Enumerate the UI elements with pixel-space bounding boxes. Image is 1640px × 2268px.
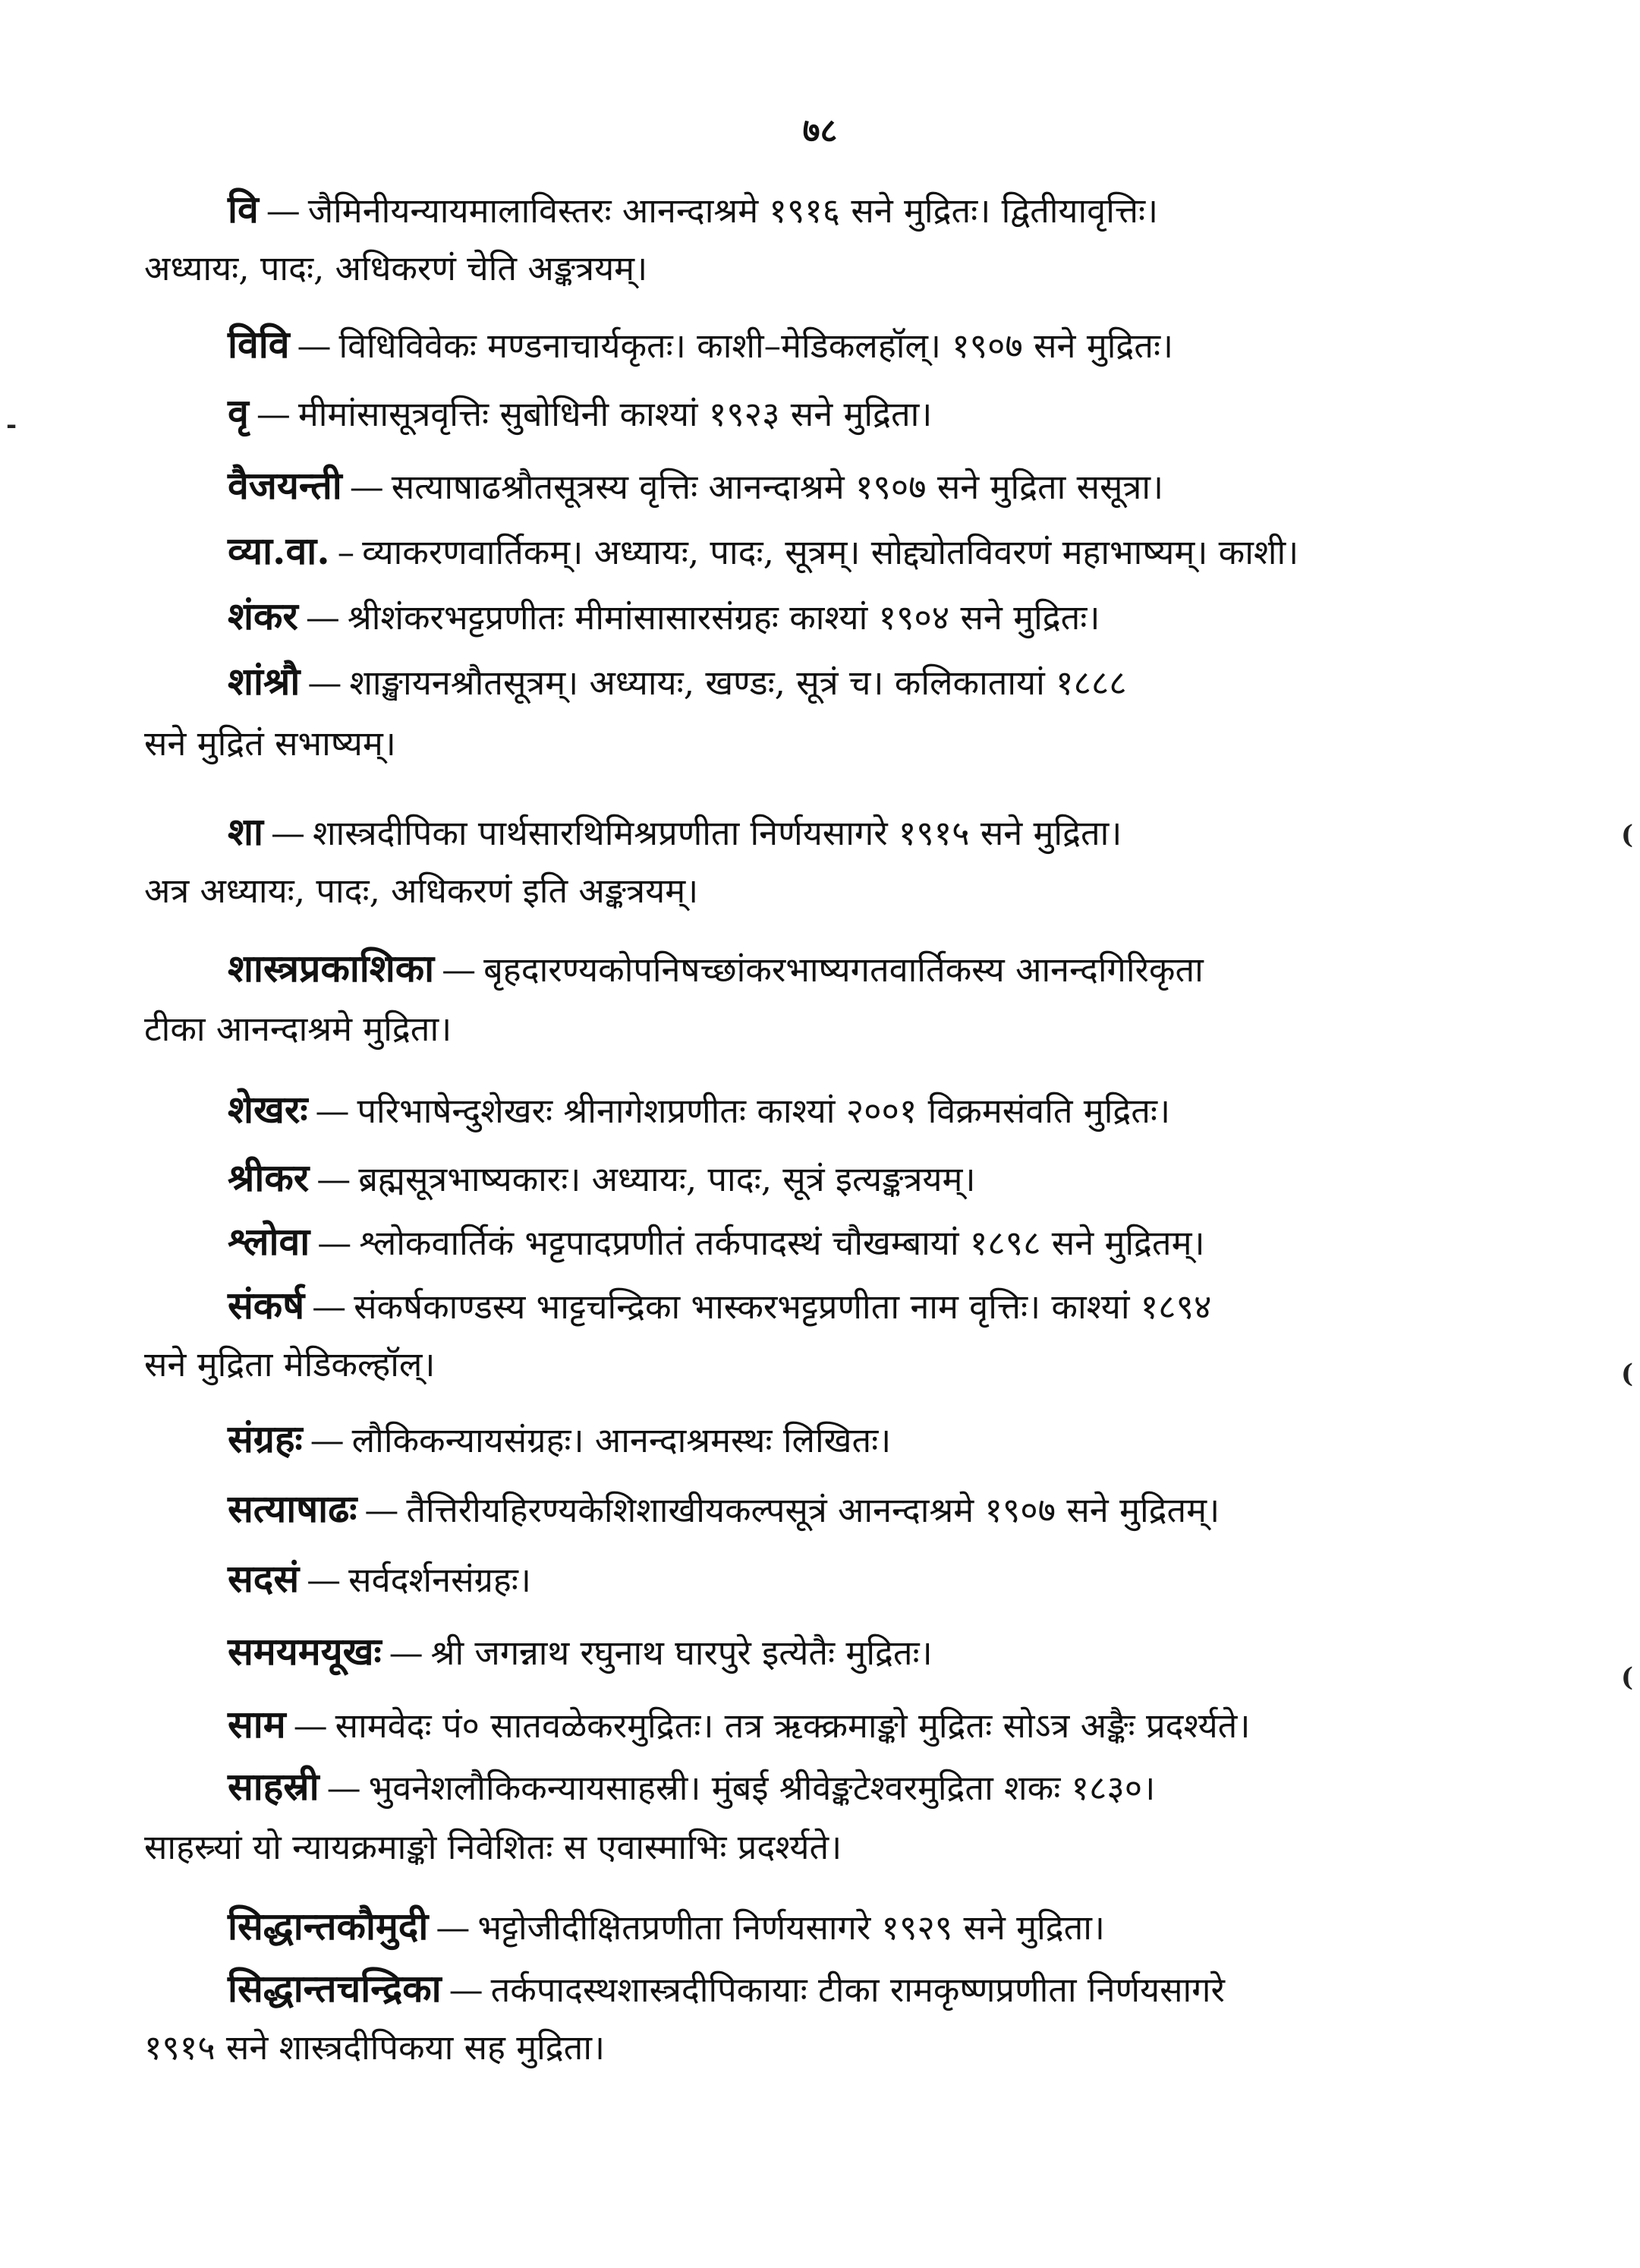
entry-line [228,1082,1396,1139]
entry-headword: सिद्धान्तकौमुदी [228,1904,429,1948]
entry-text: मीमांसासूत्रवृत्तिः सुबोधिनी काश्यां १९२३ सने मुद्रिता। [297,394,933,434]
entry-text: परिभाषेन्दुशेखरः श्रीनागेशप्रणीतः काश्यां २००१ विक्रमसंवति मुद्रितः। [357,1091,1171,1131]
entry-separator: — [317,1223,352,1263]
entry-text: तैत्तिरीयहिरण्यकेशिशाखीयकल्पसूत्रं आनन्दाश्रमे १९०७ सने मुद्रितम्। [406,1490,1220,1530]
entry-separator: — [316,1159,351,1199]
entry-text: श्रीशंकरभट्टप्रणीतः मीमांसासारसंग्रहः काश्यां १९०४ सने मुद्रितः। [347,597,1100,638]
entry-line [228,805,1396,861]
scan-mark: ( [1621,1359,1634,1389]
entry-headword: श्रीकर [228,1155,310,1200]
entry-line [228,1759,1396,1816]
entry-text: सत्याषाढश्रौतसूत्रस्य वृत्तिः आनन्दाश्रमे १९०७ सने मुद्रिता ससूत्रा। [391,467,1164,507]
entry-text: शास्त्रदीपिका पार्थसारथिमिश्रप्रणीता निर्णयसागरे १९१५ सने मुद्रिता। [312,813,1122,853]
entry-text: बृहदारण्यकोपनिषच्छांकरभाष्यगतवार्तिकस्य आनन्दगिरिकृता [483,950,1204,990]
entry-text: जैमिनीयन्यायमालाविस्तरः आनन्दाश्रमे १९१६ सने मुद्रितः। द्वितीयावृत्तिः। [307,191,1159,231]
entry-line [228,317,1396,373]
entry-text: सर्वदर्शनसंग्रहः। [348,1560,531,1600]
entry-headword: वृ [228,390,249,435]
entry-line [228,1624,1396,1681]
entry-headword: शेखरः [228,1087,308,1132]
entry-line [228,654,1396,710]
entry-line [228,1278,1396,1334]
scan-mark: ( [1621,820,1634,850]
entry-line [228,524,1396,580]
entry-continuation: अत्र अध्यायः, पादः, अधिकरणं इति अङ्कत्रयम्। [144,871,699,911]
entry-text: सामवेदः पं० सातवळेकरमुद्रितः। तत्र ऋक्क्रमाङ्को मुद्रितः सोऽत्र अङ्कैः प्रदर्श्यते। [335,1706,1251,1746]
entry-separator: — [266,191,301,231]
entry-headword: सत्याषाढः [228,1486,357,1531]
entry-separator: — [297,326,332,366]
entry-line [228,458,1396,515]
entry-separator: — [270,813,305,853]
entry-continuation: सने मुद्रिता मेडिकल्हॉल्। [144,1344,436,1384]
entry-text: विधिविवेकः मण्डनाचार्यकृतः। काशी–मेडिकलहॉल्। १९०७ सने मुद्रितः। [338,326,1174,366]
entry-text: लौकिकन्यायसंग्रहः। आनन्दाश्रमस्थः लिखितः। [351,1420,892,1460]
entry-text: व्याकरणवार्तिकम्। अध्यायः, पादः, सूत्रम्। सोद्द्योतविवरणं महाभाष्यम्। काशी। [362,532,1299,572]
entry-headword: संग्रहः [228,1416,303,1461]
entry-text: श्लोकवार्तिकं भट्टपादप्रणीतं तर्कपादस्थं चौखम्बायां १८९८ सने मुद्रितम्। [359,1223,1205,1263]
entry-line [228,1151,1396,1207]
entry-line [228,182,1396,238]
entry-headword: साम [228,1702,286,1747]
entry-separator: — [442,950,477,990]
entry-text: भुवनेशलौकिकन्यायसाहस्री। मुंबई श्रीवेङ्कटेश्वरमुद्रिता शकः १८३०। [368,1768,1156,1808]
entry-line [228,1214,1396,1271]
entry-separator: — [310,1420,345,1460]
entry-continuation: साहस्र्यां यो न्यायक्रमाङ्को निवेशितः स एवास्माभिः प्रदर्श्यते। [144,1827,842,1867]
entry-separator: — [307,1560,342,1600]
entry-line [228,589,1396,645]
entry-headword: सदसं [228,1556,300,1601]
entry-headword: संकर्ष [228,1283,305,1328]
entry-line [228,1961,1396,2018]
entry-headword: समयमयूखः [228,1629,382,1674]
entry-headword: शास्त्रप्रकाशिका [228,946,435,991]
entry-separator: — [312,1287,347,1327]
entry-line [228,1697,1396,1753]
entry-headword: वि [228,187,259,232]
entry-text: संकर्षकाण्डस्य भाट्टचन्द्रिका भास्करभट्टप्रणीता नाम वृत्तिः। काश्यां १८९४ [354,1287,1212,1327]
entry-line [228,1551,1396,1608]
entry-separator: — [293,1706,328,1746]
entry-headword: शा [228,809,263,854]
entry-continuation: सने मुद्रितं सभाष्यम्। [144,723,396,764]
entry-separator: — [349,467,384,507]
entry-separator: — [307,663,342,703]
page-number: ७८ [802,112,838,150]
entry-continuation: अध्यायः, पादः, अधिकरणं चेति अङ्कत्रयम्। [144,248,648,288]
entry-line [228,1412,1396,1468]
entry-line [228,386,1396,442]
entry-text: शाङ्खायनश्रौतसूत्रम्। अध्यायः, खण्डः, सूत्रं च। कलिकातायां १८८८ [349,663,1127,703]
scan-mark: - [6,410,17,440]
entry-headword: शांश्रौ [228,659,301,704]
entry-separator: — [436,1907,471,1948]
entry-continuation: १९१५ सने शास्त्रदीपिकया सह मुद्रिता। [144,2027,606,2068]
entry-headword: शंकर [228,594,298,638]
scan-mark: ( [1621,1662,1634,1693]
entry-separator: — [326,1768,361,1808]
entry-headword: सिद्धान्तचन्द्रिका [228,1966,442,2011]
entry-headword: वैजयन्ती [228,463,342,508]
entry-line [228,941,1396,997]
entry-text: श्री जगन्नाथ रघुनाथ घारपुरे इत्येतैः मुद्रितः। [430,1633,933,1673]
entry-separator: – [337,532,355,572]
entry-continuation: टीका आनन्दाश्रमे मुद्रिता। [144,1009,452,1049]
entry-text: तर्कपादस्थशास्त्रदीपिकायाः टीका रामकृष्णप्रणीता निर्णयसागरे [490,1970,1225,2010]
entry-line [228,1899,1396,1955]
entry-separator: — [256,394,291,434]
entry-headword: श्लोवा [228,1219,310,1264]
entry-line [228,1482,1396,1538]
entry-separator: — [449,1970,483,2010]
entry-headword: साहस्री [228,1764,320,1809]
entry-headword: विवि [228,322,290,367]
entry-text: भट्टोजीदीक्षितप्रणीता निर्णयसागरे १९२९ सने मुद्रिता। [477,1907,1105,1948]
entry-headword: व्या.वा. [228,528,330,573]
entry-separator: — [364,1490,399,1530]
entry-separator: — [305,597,340,638]
entry-separator: — [389,1633,423,1673]
entry-separator: — [315,1091,350,1131]
entry-text: ब्रह्मसूत्रभाष्यकारः। अध्यायः, पादः, सूत्रं इत्यङ्कत्रयम्। [358,1159,976,1199]
